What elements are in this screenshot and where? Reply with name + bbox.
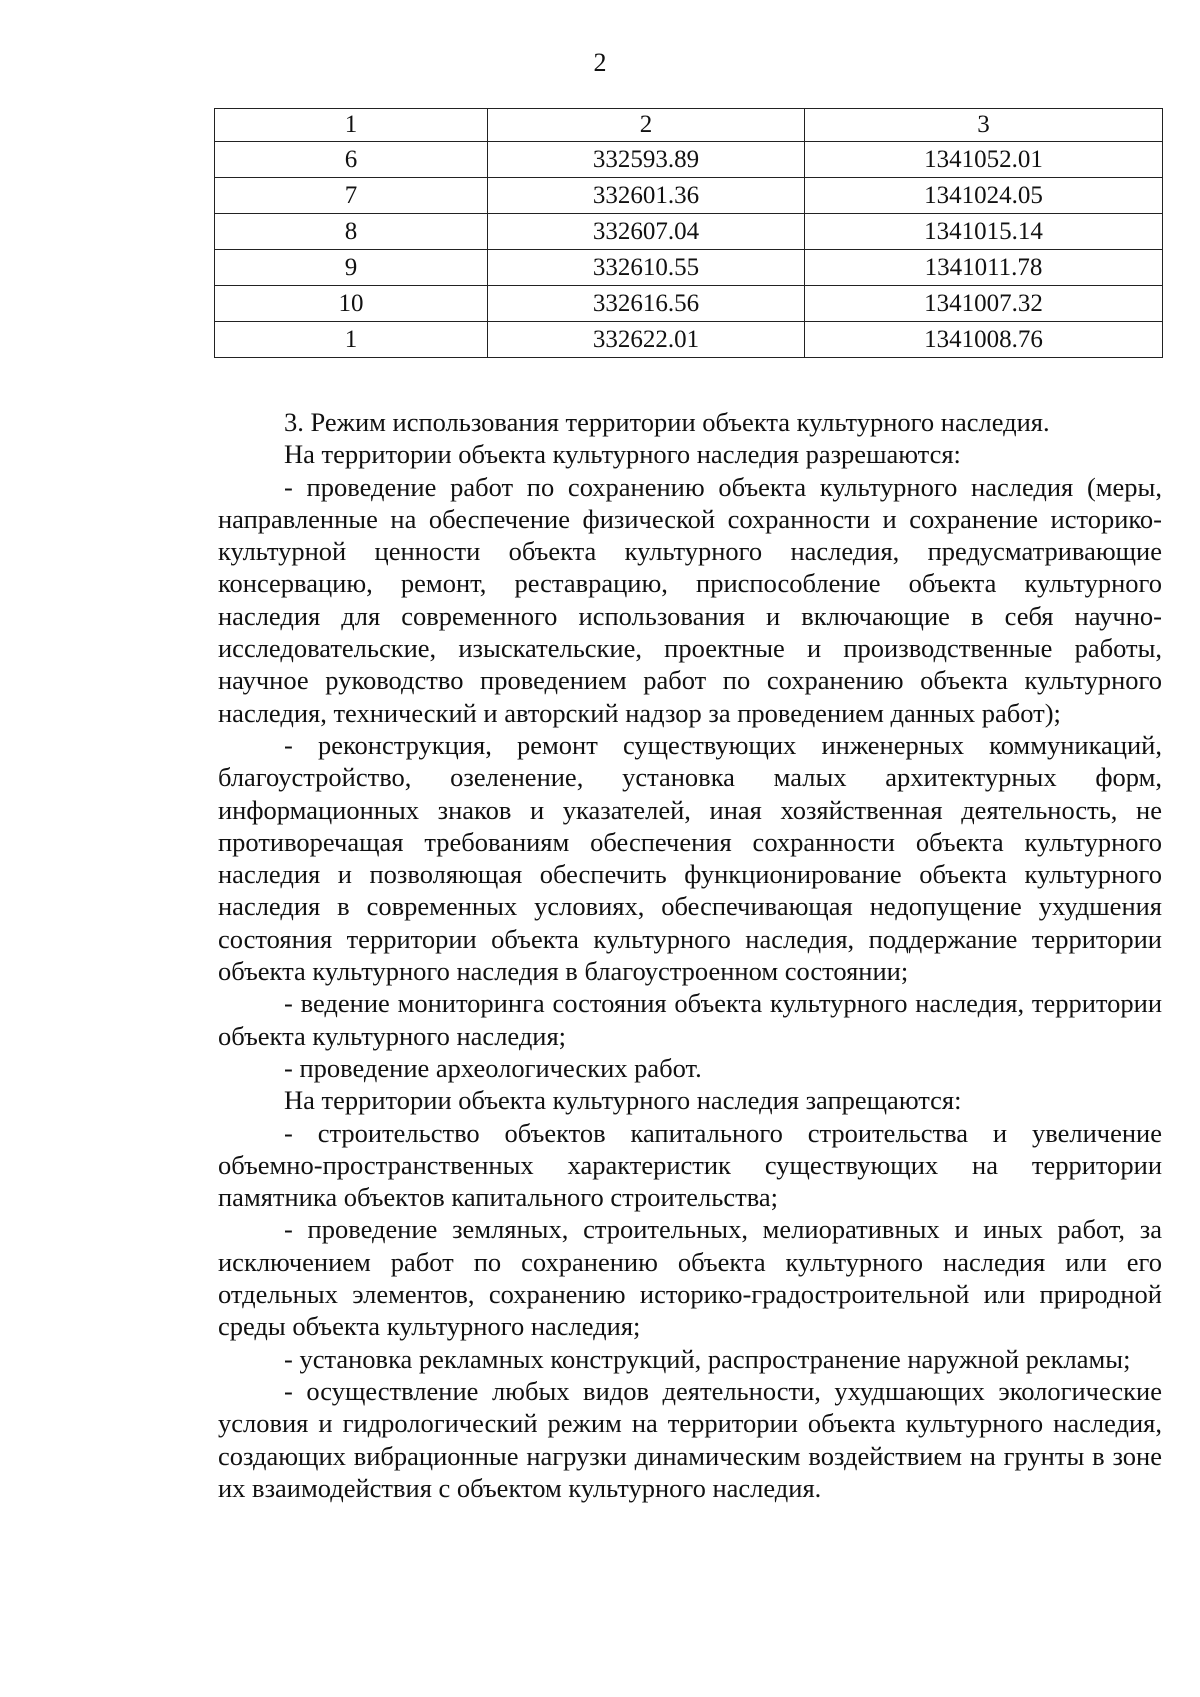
- coordinates-table: [214, 108, 1163, 358]
- list-item: - строительство объектов капитального строительства и увеличение объемно-пространственных характеристик существующих на территории памятника объектов капитального строительства;: [218, 1117, 1162, 1213]
- paragraph: На территории объекта культурного наследия разрешаются:: [284, 439, 961, 470]
- y-coordinate-cell: 1341011.78: [805, 250, 1163, 286]
- point-number-cell: 8: [215, 214, 488, 250]
- list-item: - осуществление любых видов деятельности, ухудшающих экологические условия и гидрологический режим на территории объекта культурного наследия, создающих вибрационные нагрузки динамическим воздействием на грунты в зоне их взаимодействия с объектом культурного наследия.: [218, 1375, 1162, 1503]
- point-number-cell: 9: [215, 250, 488, 286]
- table-row: [215, 178, 1163, 214]
- table-row: [215, 322, 1163, 358]
- table-header-cell: 3: [805, 109, 1163, 142]
- list-item: - проведение работ по сохранению объекта культурного наследия (меры, направленные на обеспечение физической сохранности и сохранение историко-культурной ценности объекта культурного наследия, предусматривающие консервацию, ремонт, реставрацию, приспособление объекта культурного наследия для современного использования и включающие в себя научно-исследовательские, изыскательские, проектные и производственные работы, научное руководство проведением работ по сохранению объекта культурного наследия, технический и авторский надзор за проведением данных работ);: [218, 471, 1162, 728]
- section-heading: 3. Режим использования территории объекта культурного наследия.: [284, 407, 1050, 437]
- table-header-row: [215, 109, 1163, 142]
- table-row: [215, 250, 1163, 286]
- list-item: - ведение мониторинга состояния объекта культурного наследия, территории объекта культурного наследия;: [218, 988, 1162, 1051]
- table-row: [215, 142, 1163, 178]
- y-coordinate-cell: 1341008.76: [805, 322, 1163, 358]
- y-coordinate-cell: 1341015.14: [805, 214, 1163, 250]
- page-number: 2: [593, 48, 607, 77]
- x-coordinate-cell: 332607.04: [488, 214, 805, 250]
- point-number-cell: 10: [215, 286, 488, 322]
- y-coordinate-cell: 1341007.32: [805, 286, 1163, 322]
- table-row: [215, 286, 1163, 322]
- x-coordinate-cell: 332622.01: [488, 322, 805, 358]
- x-coordinate-cell: 332593.89: [488, 142, 805, 178]
- table-header-cell: 2: [488, 109, 805, 142]
- point-number-cell: 1: [215, 322, 488, 358]
- list-item: - проведение земляных, строительных, мелиоративных и иных работ, за исключением работ по сохранению объекта культурного наследия или его отдельных элементов, сохранению историко-градостроительной или природной среды объекта культурного наследия;: [218, 1214, 1162, 1342]
- table-header-cell: 1: [215, 109, 488, 142]
- x-coordinate-cell: 332610.55: [488, 250, 805, 286]
- table-row: [215, 214, 1163, 250]
- point-number-cell: 6: [215, 142, 488, 178]
- x-coordinate-cell: 332601.36: [488, 178, 805, 214]
- point-number-cell: 7: [215, 178, 488, 214]
- x-coordinate-cell: 332616.56: [488, 286, 805, 322]
- paragraph: На территории объекта культурного наследия запрещаются:: [284, 1085, 962, 1116]
- y-coordinate-cell: 1341024.05: [805, 178, 1163, 214]
- document-body: [218, 406, 1162, 1504]
- list-item: - установка рекламных конструкций, распространение наружной рекламы;: [284, 1343, 1131, 1374]
- list-item: - реконструкция, ремонт существующих инженерных коммуникаций, благоустройство, озеленение, установка малых архитектурных форм, информационных знаков и указателей, иная хозяйственная деятельность, не противоречащая требованиям обеспечения сохранности объекта культурного наследия и позволяющая обеспечить функционирование объекта культурного наследия в современных условиях, обеспечивающая недопущение ухудшения состояния территории объекта культурного наследия, поддержание территории объекта культурного наследия в благоустроенном состоянии;: [218, 729, 1162, 987]
- list-item: - проведение археологических работ.: [284, 1052, 702, 1083]
- y-coordinate-cell: 1341052.01: [805, 142, 1163, 178]
